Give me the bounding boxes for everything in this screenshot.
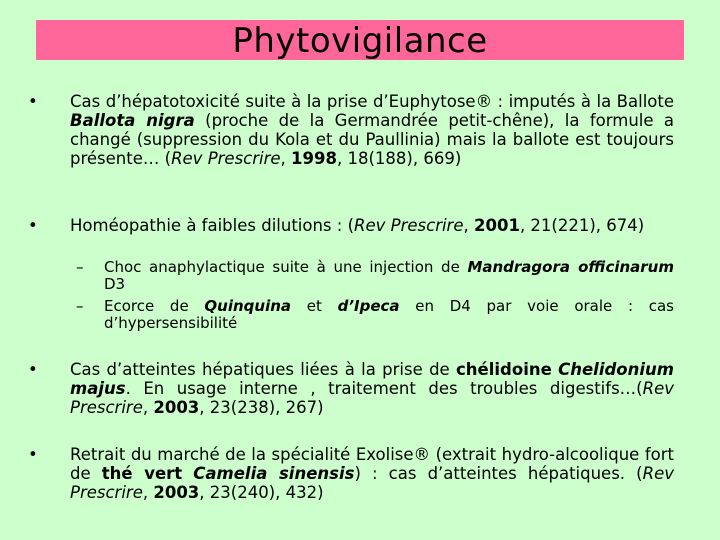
bullet-marker: • — [28, 92, 38, 111]
bullet-text: Homéopathie à faibles dilutions : (Rev Prescrire, 2001, 21(221), 674) — [70, 216, 645, 235]
subitem-text: Ecorce de Quinquina et d’Ipeca en D4 par voie orale : cas d’hypersensibilité — [104, 297, 674, 332]
bullet-euphytose — [28, 92, 674, 168]
subitem-quinquina — [76, 298, 674, 332]
subitem-text: Choc anaphylactique suite à une injection de Mandragora officinarum D3 — [104, 258, 674, 293]
bullet-text: Cas d’hépatotoxicité suite à la prise d’Euphytose® : imputés à la Ballote Ballota nigra (proche de la Germandrée petit-chêne), la formule a changé (suppression du Kola et du Paullinia) mais la ballote est toujours présente… (Rev Prescrire, 1998, 18(188), 669) — [70, 92, 675, 168]
title-bar — [36, 20, 684, 60]
bullet-text: Retrait du marché de la spécialité Exolise® (extrait hydro-alcoolique fort de thé vert Camelia sinensis) : cas d’atteintes hépatiques. (Rev Prescrire, 2003, 23(240), 432) — [70, 445, 674, 502]
page-title: Phytovigilance — [232, 21, 488, 61]
bullet-marker: • — [28, 445, 38, 464]
dash-marker: – — [76, 297, 84, 315]
subitem-mandragora — [76, 259, 674, 293]
bullet-marker: • — [28, 360, 38, 379]
bullet-text: Cas d’atteintes hépatiques liées à la prise de chélidoine Chelidonium majus. En usage interne , traitement des troubles digestifs…(Rev Prescrire, 2003, 23(238), 267) — [70, 360, 674, 417]
dash-marker: – — [76, 258, 84, 276]
bullet-marker: • — [28, 216, 38, 235]
bullet-exolise — [28, 445, 674, 502]
bullet-chelidoine — [28, 360, 674, 417]
bullet-homeopathie — [28, 216, 674, 235]
